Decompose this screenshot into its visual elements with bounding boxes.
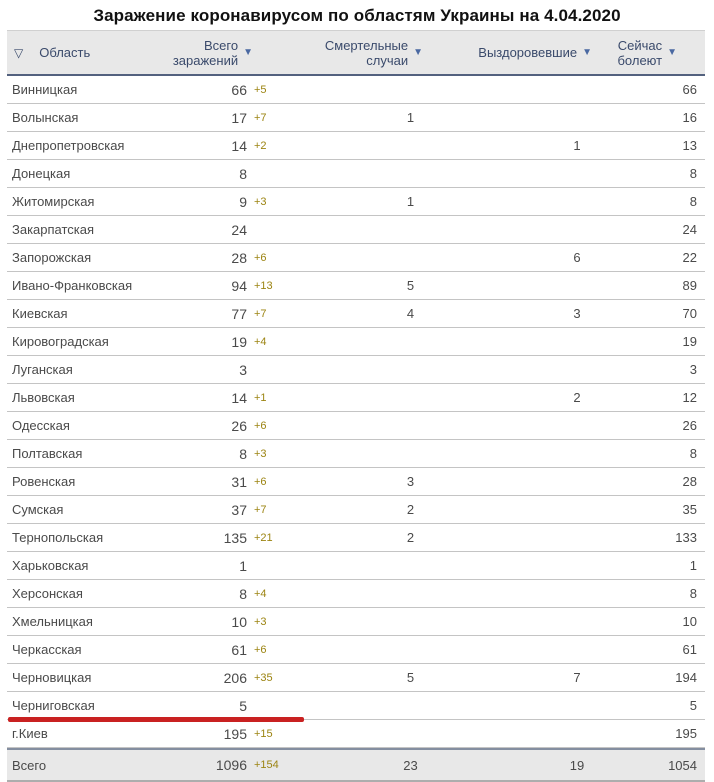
total-infections-value: 19 bbox=[231, 333, 247, 350]
currently-sick-value: 28 bbox=[682, 474, 697, 489]
sort-arrow-icon[interactable]: ▼ bbox=[667, 46, 677, 58]
daily-delta-value: +3 bbox=[254, 615, 267, 628]
region-name: Запорожская bbox=[12, 250, 92, 265]
currently-sick-value: 26 bbox=[682, 418, 697, 433]
currently-sick-value: 10 bbox=[682, 614, 697, 629]
page-title: Заражение коронавирусом по областям Украины на 4.04.2020 bbox=[93, 6, 621, 25]
current-header-line2: болеют bbox=[617, 52, 663, 68]
total-infections-value: 5 bbox=[239, 697, 247, 714]
total-infections-value: 94 bbox=[231, 277, 247, 294]
region-name: Тернопольская bbox=[12, 530, 104, 545]
recovered-header-label: Выздоровевшие bbox=[478, 45, 578, 60]
currently-sick-value: 89 bbox=[682, 278, 697, 293]
table-row bbox=[7, 636, 705, 664]
column-header-currently-sick[interactable] bbox=[617, 31, 705, 74]
table-row bbox=[7, 608, 705, 636]
daily-delta-value: +4 bbox=[254, 587, 267, 600]
recovered-value: 7 bbox=[573, 670, 581, 685]
recovered-value: 1 bbox=[573, 138, 581, 153]
table-row bbox=[7, 720, 705, 748]
region-name: Днепропетровская bbox=[12, 138, 125, 153]
recovered-value: 6 bbox=[573, 250, 581, 265]
region-name: Киевская bbox=[12, 306, 68, 321]
daily-delta-value: +6 bbox=[254, 251, 267, 264]
currently-sick-value: 24 bbox=[682, 222, 697, 237]
current-header-line1: Сейчас bbox=[617, 37, 663, 53]
daily-delta-value: +4 bbox=[254, 335, 267, 348]
deaths-value: 3 bbox=[406, 474, 415, 489]
currently-sick-value: 16 bbox=[682, 110, 697, 125]
region-name: Кировоградская bbox=[12, 334, 109, 349]
currently-sick-value: 8 bbox=[689, 446, 697, 461]
total-row-currently-sick: 1054 bbox=[668, 757, 697, 773]
daily-delta-value: +6 bbox=[254, 419, 267, 432]
deaths-header-line2: случаи bbox=[366, 52, 409, 68]
total-infections-value: 1 bbox=[239, 557, 247, 574]
total-infections-value: 10 bbox=[231, 613, 247, 630]
deaths-value: 2 bbox=[406, 530, 415, 545]
total-row-delta: +154 bbox=[254, 759, 279, 771]
sort-arrow-icon[interactable]: ▼ bbox=[582, 46, 592, 58]
region-name: Волынская bbox=[12, 110, 79, 125]
total-infections-value: 77 bbox=[231, 305, 247, 322]
recovered-value: 2 bbox=[573, 390, 581, 405]
region-name: Херсонская bbox=[12, 586, 83, 601]
region-name: Черновицкая bbox=[12, 670, 92, 685]
region-name: Одесская bbox=[12, 418, 70, 433]
table-row bbox=[7, 76, 705, 104]
total-infections-value: 24 bbox=[231, 221, 247, 238]
total-infections-value: 8 bbox=[239, 445, 247, 462]
currently-sick-value: 70 bbox=[682, 306, 697, 321]
column-header-total-infections[interactable] bbox=[172, 31, 305, 74]
daily-delta-value: +15 bbox=[254, 727, 273, 740]
deaths-header-line1: Смертельные bbox=[324, 37, 409, 53]
currently-sick-value: 19 bbox=[682, 334, 697, 349]
filter-icon[interactable]: ▽ bbox=[14, 45, 24, 60]
total-row-deaths: 23 bbox=[403, 757, 418, 773]
total-infections-value: 28 bbox=[231, 249, 247, 266]
table-row bbox=[7, 328, 705, 356]
table-row bbox=[7, 664, 705, 692]
table-row bbox=[7, 496, 705, 524]
total-row-label: Всего bbox=[12, 757, 47, 773]
table-row bbox=[7, 468, 705, 496]
column-header-region-label: Область bbox=[39, 45, 91, 60]
covid-regions-table bbox=[7, 30, 705, 782]
total-infections-value: 9 bbox=[239, 193, 247, 210]
total-infections-value: 37 bbox=[231, 501, 247, 518]
table-row bbox=[7, 160, 705, 188]
total-infections-value: 66 bbox=[231, 81, 247, 98]
region-name: Житомирская bbox=[12, 194, 95, 209]
total-header-line1: Всего bbox=[204, 37, 239, 53]
region-name: Львовская bbox=[12, 390, 75, 405]
daily-delta-value: +3 bbox=[254, 195, 267, 208]
region-name: Луганская bbox=[12, 362, 73, 377]
currently-sick-value: 1 bbox=[689, 558, 697, 573]
table-row bbox=[7, 356, 705, 384]
total-infections-value: 14 bbox=[231, 137, 247, 154]
daily-delta-value: +7 bbox=[254, 307, 267, 320]
table-header-row bbox=[7, 30, 705, 76]
region-name: Сумская bbox=[12, 502, 64, 517]
currently-sick-value: 22 bbox=[682, 250, 697, 265]
sort-arrow-icon[interactable]: ▼ bbox=[243, 46, 253, 58]
total-infections-value: 135 bbox=[223, 529, 247, 546]
table-row bbox=[7, 188, 705, 216]
currently-sick-value: 133 bbox=[675, 530, 697, 545]
deaths-value: 1 bbox=[406, 194, 415, 209]
daily-delta-value: +6 bbox=[254, 643, 267, 656]
currently-sick-value: 8 bbox=[689, 586, 697, 601]
total-infections-value: 8 bbox=[239, 165, 247, 182]
table-row bbox=[7, 216, 705, 244]
total-infections-value: 14 bbox=[231, 389, 247, 406]
total-infections-value: 31 bbox=[231, 473, 247, 490]
recovered-value: 3 bbox=[573, 306, 581, 321]
daily-delta-value: +2 bbox=[254, 139, 267, 152]
table-row bbox=[7, 132, 705, 160]
deaths-value: 5 bbox=[406, 278, 415, 293]
region-name: Ивано-Франковская bbox=[12, 278, 133, 293]
region-name: Хмельницкая bbox=[12, 614, 93, 629]
sort-arrow-icon[interactable]: ▼ bbox=[413, 46, 423, 58]
deaths-value: 4 bbox=[406, 306, 415, 321]
daily-delta-value: +5 bbox=[254, 83, 267, 96]
table-row bbox=[7, 580, 705, 608]
table-row bbox=[7, 272, 705, 300]
region-name: Закарпатская bbox=[12, 222, 95, 237]
region-name: Винницкая bbox=[12, 82, 78, 97]
red-underline-marker bbox=[8, 717, 304, 722]
deaths-value: 2 bbox=[406, 502, 415, 517]
currently-sick-value: 194 bbox=[675, 670, 697, 685]
daily-delta-value: +3 bbox=[254, 447, 267, 460]
column-header-region bbox=[7, 31, 175, 74]
currently-sick-value: 3 bbox=[689, 362, 697, 377]
region-name: Донецкая bbox=[12, 166, 71, 181]
table-row bbox=[7, 412, 705, 440]
table-row bbox=[7, 692, 705, 720]
daily-delta-value: +7 bbox=[254, 503, 267, 516]
currently-sick-value: 12 bbox=[682, 390, 697, 405]
total-infections-value: 3 bbox=[239, 361, 247, 378]
daily-delta-value: +1 bbox=[254, 391, 267, 404]
total-row-recovered: 19 bbox=[569, 757, 585, 773]
total-header-line2: заражений bbox=[172, 52, 239, 68]
deaths-value: 5 bbox=[406, 670, 415, 685]
region-name: г.Киев bbox=[12, 726, 48, 741]
currently-sick-value: 66 bbox=[682, 82, 697, 97]
daily-delta-value: +13 bbox=[254, 279, 273, 292]
total-infections-value: 26 bbox=[231, 417, 247, 434]
table-row bbox=[7, 300, 705, 328]
total-infections-value: 17 bbox=[231, 109, 247, 126]
total-infections-value: 195 bbox=[223, 725, 247, 742]
total-infections-value: 61 bbox=[231, 641, 247, 658]
table-body bbox=[7, 76, 705, 748]
daily-delta-value: +7 bbox=[254, 111, 267, 124]
table-row bbox=[7, 552, 705, 580]
daily-delta-value: +6 bbox=[254, 475, 267, 488]
region-name: Черкасская bbox=[12, 642, 82, 657]
currently-sick-value: 195 bbox=[675, 726, 697, 741]
daily-delta-value: +35 bbox=[254, 671, 273, 684]
table-total-row bbox=[7, 748, 705, 782]
table-row bbox=[7, 440, 705, 468]
table-row bbox=[7, 104, 705, 132]
currently-sick-value: 5 bbox=[689, 698, 697, 713]
table-row bbox=[7, 524, 705, 552]
currently-sick-value: 8 bbox=[689, 194, 697, 209]
region-name: Харьковская bbox=[12, 558, 89, 573]
daily-delta-value: +21 bbox=[254, 531, 273, 544]
total-infections-value: 8 bbox=[239, 585, 247, 602]
total-row-infections: 1096 bbox=[215, 757, 247, 773]
currently-sick-value: 8 bbox=[689, 166, 697, 181]
table-row bbox=[7, 244, 705, 272]
currently-sick-value: 13 bbox=[682, 138, 697, 153]
deaths-value: 1 bbox=[406, 110, 415, 125]
region-name: Полтавская bbox=[12, 446, 83, 461]
region-name: Ровенская bbox=[12, 474, 76, 489]
currently-sick-value: 61 bbox=[682, 642, 697, 657]
total-infections-value: 206 bbox=[223, 669, 247, 686]
region-name: Черниговская bbox=[12, 698, 95, 713]
table-row bbox=[7, 384, 705, 412]
currently-sick-value: 35 bbox=[682, 502, 697, 517]
